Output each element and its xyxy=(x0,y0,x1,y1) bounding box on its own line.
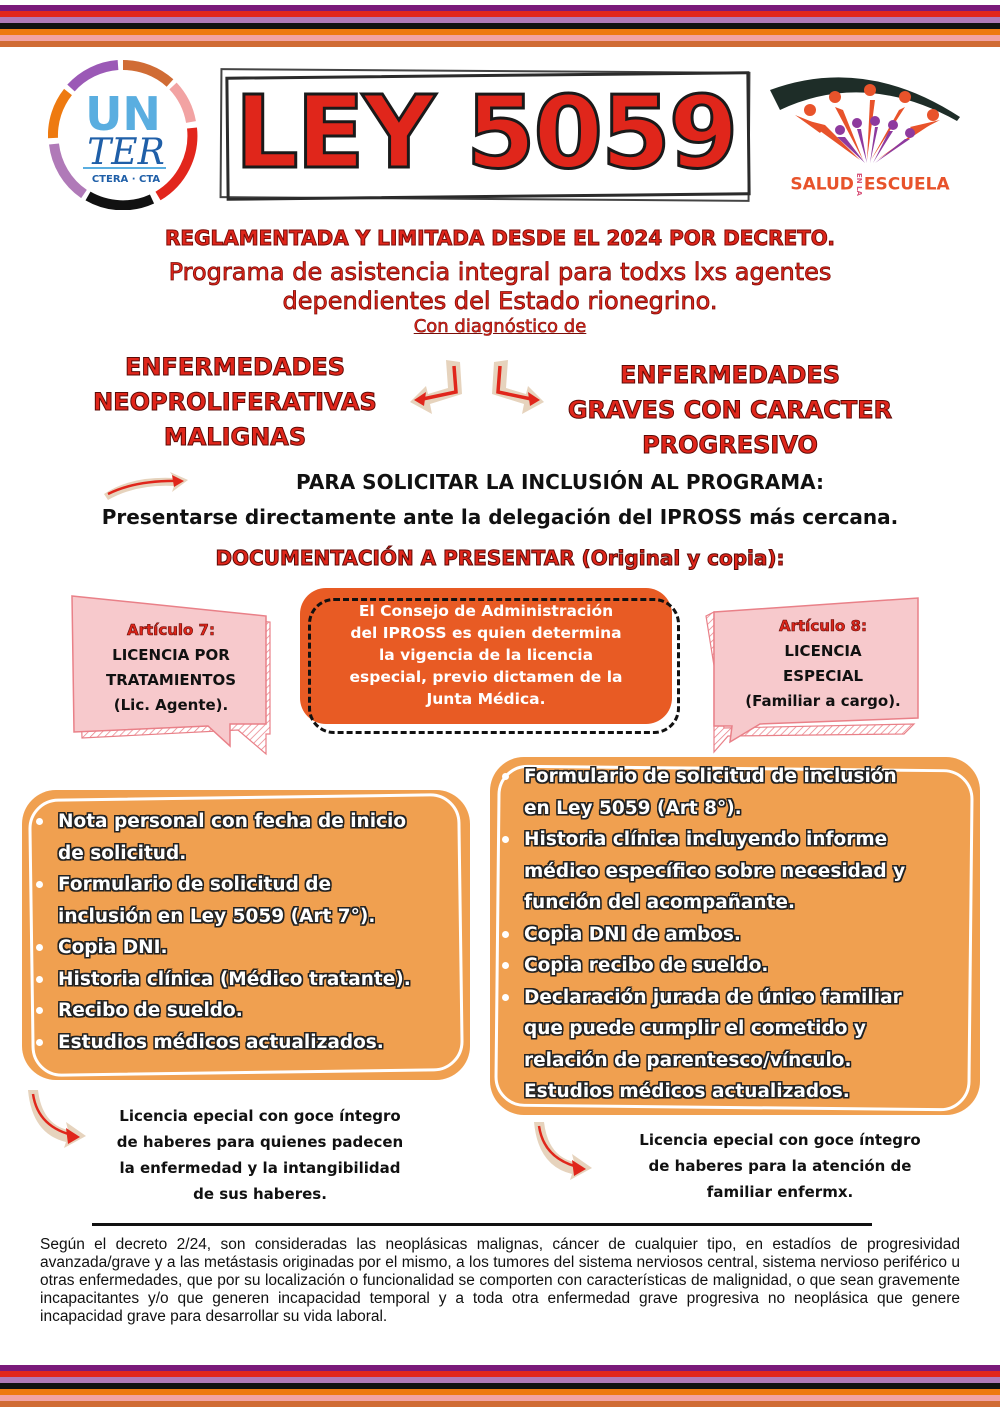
consejo-line: la vigencia de la licencia xyxy=(378,646,594,664)
disease-neoproliferativas xyxy=(60,350,410,455)
disease-line: ENFERMEDADES xyxy=(619,361,841,389)
consejo-line: El Consejo de Administración xyxy=(358,602,614,620)
list-item-line: Copia DNI de ambos. xyxy=(524,923,741,945)
decreto-footnote: Según el decreto 2/24, son consideradas las neoplásicas malignas, cáncer de cualquier tipo, en estadíos de progresividad avanzada/grave y a las metástasis originadas por el mismo, a los tumores del sistema nerviosos central, sistema nervioso periférico u otras enfermedades, que por su localización o funcionalidad se comporten con características de malignidad, o que sean gravemente incapacitantes y/o que generen incapacidad temporal y a toda otra enfermedad grave progresiva no neoplásica que genere incapacidad grave para desarrollar su vida laboral. xyxy=(40,1236,960,1325)
note-line: Licencia epecial con goce íntegro xyxy=(639,1131,921,1149)
unter-logo-ter: TER xyxy=(87,132,165,173)
consejo-text xyxy=(310,600,662,710)
consejo-line: especial, previo dictamen de la xyxy=(349,668,623,686)
list-item-line: Historia clínica incluyendo informe xyxy=(524,829,888,850)
consejo-line: Junta Médica. xyxy=(426,690,546,708)
list-item xyxy=(498,1076,978,1108)
note-line: de haberes para la atención de xyxy=(648,1157,912,1175)
articulo-7-line: (Lic. Agente). xyxy=(113,696,229,714)
disease-line: NEOPROLIFERATIVAS xyxy=(93,388,377,416)
list-item xyxy=(32,806,468,869)
list-item-line: función del acompañante. xyxy=(524,892,795,913)
reglamentada-heading: REGLAMENTADA Y LIMITADA DESDE EL 2024 POR DECRETO. xyxy=(165,226,835,250)
programa-line: Programa de asistencia integral para todxs lxs agentes xyxy=(168,258,832,286)
list-item xyxy=(498,824,978,919)
disease-graves-progresivo xyxy=(545,358,915,463)
documentacion-heading: DOCUMENTACIÓN A PRESENTAR (Original y copia): xyxy=(215,546,785,570)
documentacion-art8-list xyxy=(498,761,978,1108)
note-line: Licencia epecial con goce íntegro xyxy=(119,1107,401,1125)
curved-arrow-left-icon xyxy=(408,358,470,416)
list-item-line: relación de parentesco/vínculo. xyxy=(524,1049,852,1071)
consejo-line: del IPROSS es quien determina xyxy=(350,624,622,642)
salud-logo-word: SALUD xyxy=(790,174,854,195)
disease-line: PROGRESIVO xyxy=(642,431,818,459)
articulo-7-line: LICENCIA POR xyxy=(112,646,230,664)
list-item-line: inclusión en Ley 5059 (Art 7°). xyxy=(58,905,376,927)
bottom-color-stripes xyxy=(0,1365,1000,1407)
list-item xyxy=(32,869,468,932)
unter-logo xyxy=(48,60,198,210)
list-item-line: Declaración jurada de único familiar xyxy=(524,986,902,1008)
list-item-line: Formulario de solicitud de xyxy=(58,874,332,895)
articulo-8-bubble xyxy=(704,592,924,760)
list-item-line: de solicitud. xyxy=(58,842,187,864)
list-item-line: que puede cumplir el cometido y xyxy=(524,1018,866,1039)
stripe xyxy=(0,1401,1000,1407)
list-item-line: Estudios médicos actualizados. xyxy=(524,1081,850,1102)
salud-logo-wordmark xyxy=(765,173,975,196)
divider xyxy=(92,1223,872,1226)
programa-description xyxy=(0,258,1000,316)
note-line: familiar enfermx. xyxy=(706,1183,854,1201)
list-item-line: Copia recibo de sueldo. xyxy=(524,955,769,976)
salud-logo-middle: EN LA xyxy=(854,173,863,196)
list-item xyxy=(32,1027,468,1059)
curved-arrow-right-icon xyxy=(484,358,546,416)
list-item-line: en Ley 5059 (Art 8°). xyxy=(524,797,742,819)
note-line: de sus haberes. xyxy=(193,1185,327,1203)
articulo-7-bubble xyxy=(70,594,282,760)
note-line: de haberes para quienes padecen xyxy=(116,1133,404,1151)
list-item xyxy=(32,932,468,964)
articulo-8-line: (Familiar a cargo). xyxy=(745,692,901,710)
note-art7 xyxy=(90,1103,430,1207)
salud-en-la-escuela-logo xyxy=(765,65,975,200)
list-item-line: Estudios médicos actualizados. xyxy=(58,1031,384,1053)
disease-line: ENFERMEDADES xyxy=(124,353,346,381)
presentarse-instruction: Presentarse directamente ante la delegación del IPROSS más cercana. xyxy=(101,505,899,529)
curved-arrow-down-right-icon xyxy=(24,1088,86,1150)
diagnostico-label: Con diagnóstico de xyxy=(413,316,587,337)
list-item-line: Historia clínica (Médico tratante). xyxy=(58,968,411,990)
documentacion-art7-box xyxy=(22,790,470,1080)
note-art8 xyxy=(610,1127,950,1205)
articulo-7-text xyxy=(78,618,264,718)
list-item-line: Nota personal con fecha de inicio xyxy=(58,811,407,832)
list-item xyxy=(498,950,978,982)
unter-logo-caption: CTERA · CTA xyxy=(91,174,161,185)
list-item-line: Copia DNI. xyxy=(58,937,168,958)
list-item xyxy=(498,982,978,1077)
consejo-box xyxy=(300,588,680,728)
solicitar-heading: PARA SOLICITAR LA INCLUSIÓN AL PROGRAMA: xyxy=(296,470,824,494)
unter-logo-un: UN xyxy=(85,87,161,141)
disease-line: MALIGNAS xyxy=(163,423,307,451)
top-color-stripes xyxy=(0,5,1000,47)
note-line: la enfermedad y la intangibilidad xyxy=(119,1159,401,1177)
articulo-7-label: Artículo 7: xyxy=(127,621,215,639)
articulo-8-line: LICENCIA xyxy=(784,642,862,660)
articulo-8-label: Artículo 8: xyxy=(779,617,867,635)
list-item-line: médico específico sobre necesidad y xyxy=(524,860,906,882)
list-item-line: Formulario de solicitud de inclusión xyxy=(524,766,897,787)
articulo-8-line: ESPECIAL xyxy=(782,667,864,685)
list-item xyxy=(32,995,468,1027)
documentacion-art7-list xyxy=(32,806,468,1058)
stripe xyxy=(0,41,1000,47)
articulo-8-text xyxy=(728,614,918,714)
list-item xyxy=(32,964,468,996)
list-item-line: Recibo de sueldo. xyxy=(58,1000,243,1021)
list-item xyxy=(498,761,978,824)
documentacion-art8-box xyxy=(490,757,980,1115)
title-box xyxy=(218,68,753,203)
programa-line: dependientes del Estado rionegrino. xyxy=(282,287,718,315)
curved-arrow-down-right-icon xyxy=(530,1120,592,1182)
page-title: LEY 5059 xyxy=(234,74,737,191)
disease-line: GRAVES CON CARACTER xyxy=(567,396,893,424)
salud-logo-word: ESCUELA xyxy=(863,174,950,195)
list-item xyxy=(498,919,978,951)
articulo-7-line: TRATAMIENTOS xyxy=(106,671,236,689)
